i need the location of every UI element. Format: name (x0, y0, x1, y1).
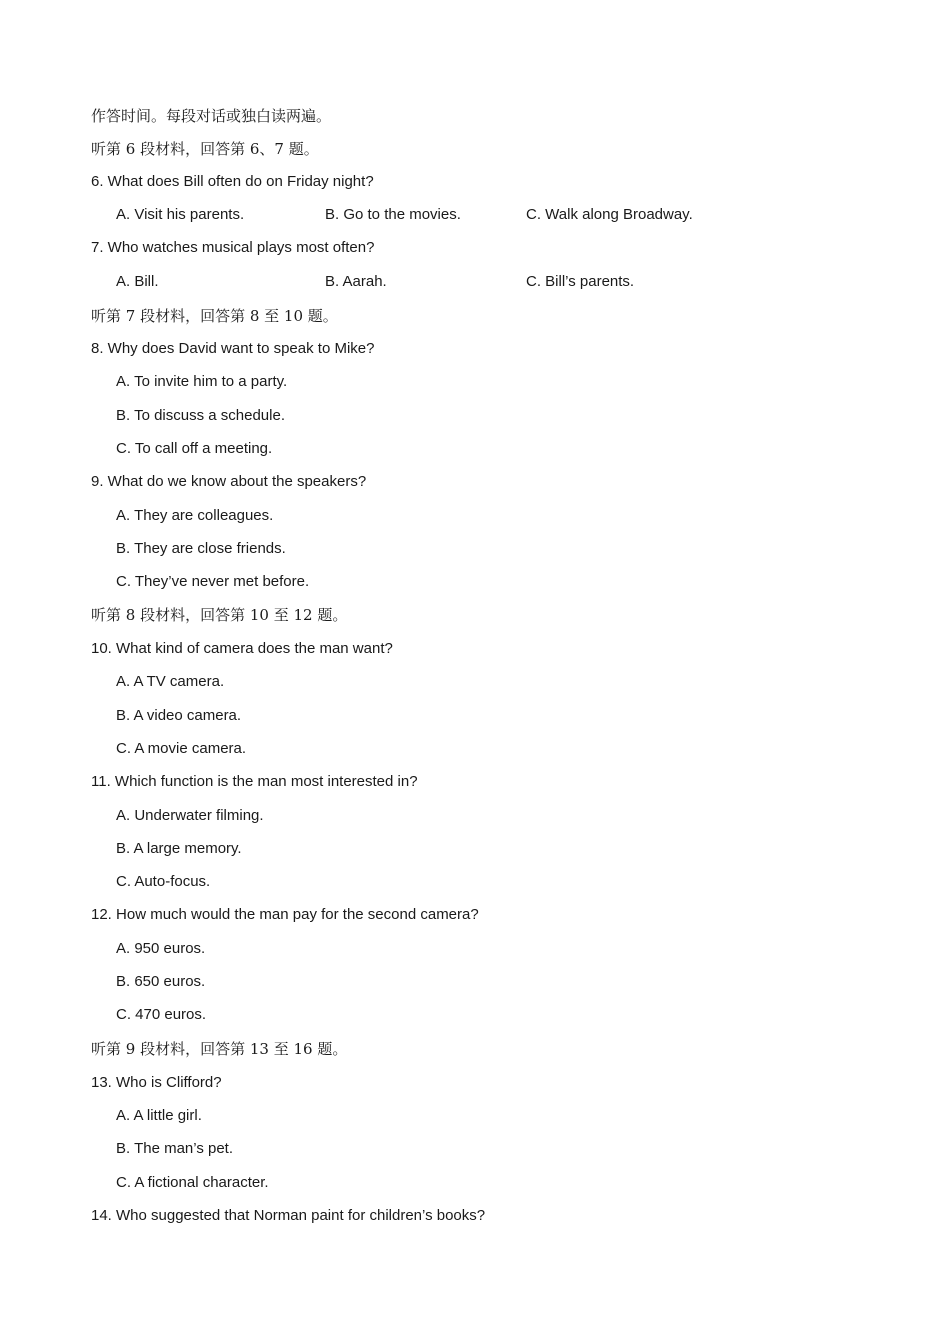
question-9-option-c: C. They’ve never met before. (116, 573, 310, 590)
question-13-option-a: A. A little girl. (116, 1107, 202, 1124)
question-9-option-a: A. They are colleagues. (116, 507, 274, 524)
question-13: 13. Who is Clifford? (91, 1074, 222, 1091)
question-7-option-b: B. Aarah. (325, 273, 387, 290)
question-11-option-c: C. Auto-focus. (116, 873, 211, 890)
question-8: 8. Why does David want to speak to Mike? (91, 340, 375, 357)
question-7-option-c: C. Bill’s parents. (526, 273, 635, 290)
section-heading-6: 听第 6 段材料，回答第 6、7 题。 (91, 140, 319, 158)
question-8-option-b: B. To discuss a schedule. (116, 407, 285, 424)
question-6: 6. What does Bill often do on Friday night? (91, 173, 374, 190)
question-11-option-a: A. Underwater filming. (116, 807, 264, 824)
question-10-option-b: B. A video camera. (116, 707, 242, 724)
question-10-option-a: A. A TV camera. (116, 673, 225, 690)
question-6-option-b: B. Go to the movies. (325, 206, 461, 223)
question-13-option-b: B. The man’s pet. (116, 1140, 234, 1157)
section-heading-7: 听第 7 段材料，回答第 8 至 10 题。 (91, 307, 338, 325)
question-6-option-c: C. Walk along Broadway. (526, 206, 693, 223)
question-9: 9. What do we know about the speakers? (91, 473, 367, 490)
question-7-option-a: A. Bill. (116, 273, 159, 290)
section-heading-8: 听第 8 段材料，回答第 10 至 12 题。 (91, 606, 348, 624)
question-12-option-c: C. 470 euros. (116, 1006, 207, 1023)
question-12-option-b: B. 650 euros. (116, 973, 206, 990)
question-11: 11. Which function is the man most interested in? (91, 773, 418, 790)
question-7: 7. Who watches musical plays most often? (91, 239, 375, 256)
line-instruction: 作答时间。每段对话或独白读两遍。 (91, 107, 332, 125)
question-8-option-a: A. To invite him to a party. (116, 373, 288, 390)
question-10: 10. What kind of camera does the man want? (91, 640, 393, 657)
question-10-option-c: C. A movie camera. (116, 740, 247, 757)
section-heading-9: 听第 9 段材料，回答第 13 至 16 题。 (91, 1040, 348, 1058)
question-9-option-b: B. They are close friends. (116, 540, 286, 557)
question-11-option-b: B. A large memory. (116, 840, 242, 857)
question-12-option-a: A. 950 euros. (116, 940, 206, 957)
question-12: 12. How much would the man pay for the second camera? (91, 906, 479, 923)
question-14: 14. Who suggested that Norman paint for children’s books? (91, 1207, 486, 1224)
question-13-option-c: C. A fictional character. (116, 1174, 269, 1191)
question-8-option-c: C. To call off a meeting. (116, 440, 273, 457)
question-6-option-a: A. Visit his parents. (116, 206, 245, 223)
